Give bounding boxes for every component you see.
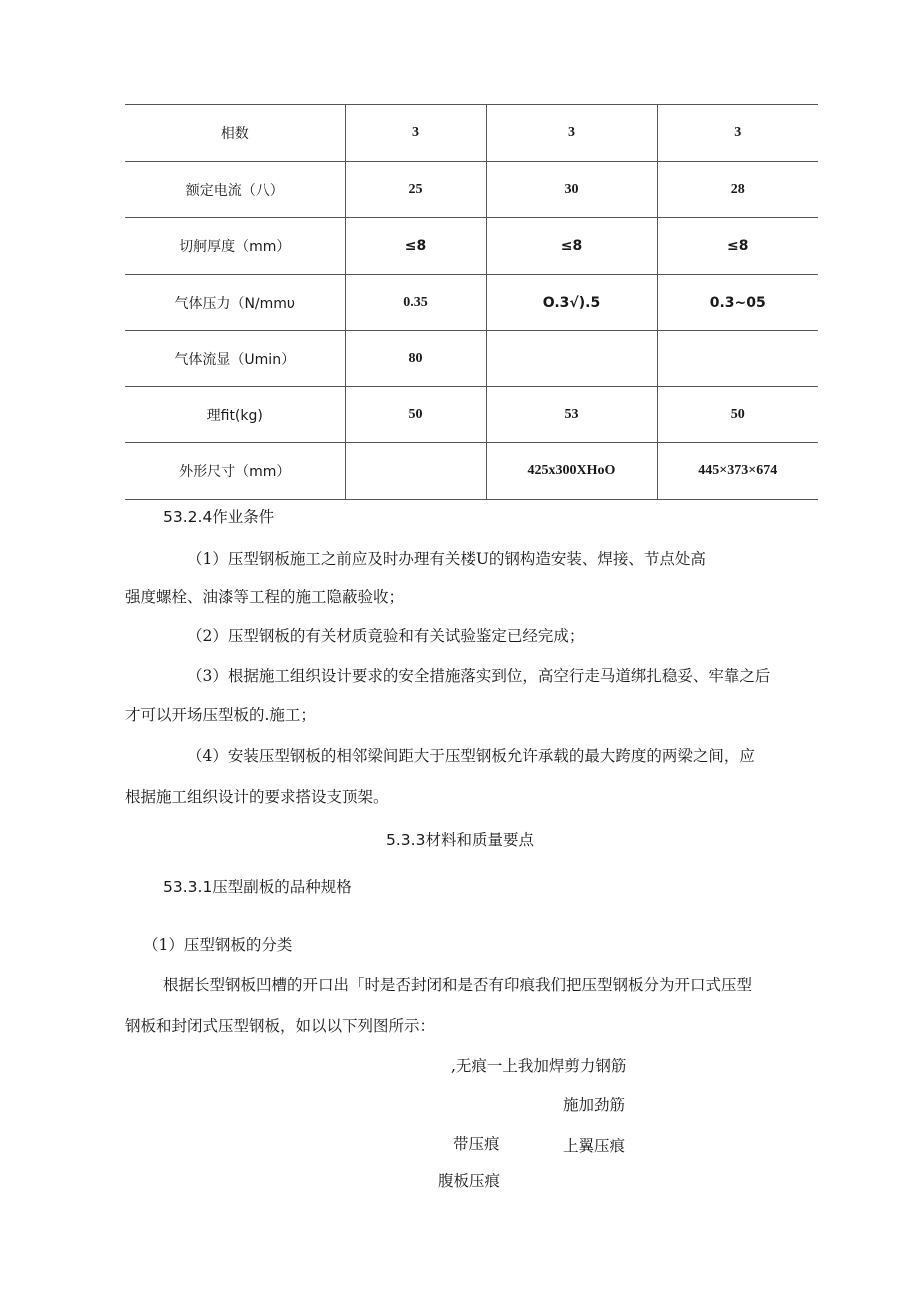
spec-table	[125, 104, 818, 500]
diagram-label-web-indent: 腹板压痕	[438, 1172, 501, 1190]
table-cell-value: 3	[486, 105, 657, 162]
diagram-label-top-flange-indent: 上翼压痕	[563, 1137, 626, 1155]
table-row	[125, 387, 818, 443]
diagram-label-stiffener: 施加劲筋	[563, 1096, 626, 1114]
table-cell-value: 0.35	[345, 275, 486, 331]
table-cell-value: 425x300XHoO	[486, 443, 657, 500]
table-cell-value: 445×373×674	[657, 443, 818, 500]
table-cell-label: 相数	[125, 105, 345, 162]
table-cell-value: ≤8	[345, 218, 486, 275]
classification-line-1: 根据长型钢板凹槽的开口出「时是否封闭和是否有印痕我们把压型钢板分为开口式压型	[163, 976, 753, 994]
table-row	[125, 105, 818, 162]
table-cell-label: 气体流显（Umin）	[125, 331, 345, 387]
table-cell-value: 80	[345, 331, 486, 387]
table-cell-value: 28	[657, 162, 818, 218]
table-row	[125, 218, 818, 275]
diagram-label-with-indent: 带压痕	[453, 1135, 500, 1153]
table-cell-label: 气体压力（N∕mmυ	[125, 275, 345, 331]
section-heading-533: 5.3.3材料和质量要点	[386, 831, 534, 849]
table-cell-value: ≤8	[486, 218, 657, 275]
condition-item-3-line-1: （3）根据施工组织设计要求的安全措施落实到位，高空行走马道绑扎稳妥、牢靠之后	[187, 667, 771, 685]
table-row	[125, 162, 818, 218]
table-row	[125, 443, 818, 500]
table-cell-label: 理fit(kg)	[125, 387, 345, 443]
table-row	[125, 331, 818, 387]
table-cell-label: 切舸厚度（mm）	[125, 218, 345, 275]
condition-item-3-line-2: 才可以开场压型板的.施工；	[125, 706, 316, 724]
table-cell-value: 53	[486, 387, 657, 443]
diagram-label-shear-rebar: ,无痕一上我加焊剪力钢筋	[451, 1057, 627, 1075]
table-cell-value: ≤8	[657, 218, 818, 275]
table-cell-value: 30	[486, 162, 657, 218]
table-cell-value	[345, 443, 486, 500]
section-heading-5331: 53.3.1压型副板的品种规格	[163, 878, 352, 896]
condition-item-4-line-1: （4）安装压型钢板的相邻梁间距大于压型钢板允许承载的最大跨度的两梁之间，应	[187, 747, 755, 765]
classification-heading: （1）压型钢板的分类	[143, 936, 293, 954]
condition-item-4-line-2: 根据施工组织设计的要求搭设支顶架。	[125, 788, 389, 806]
table-cell-value: 25	[345, 162, 486, 218]
spec-table-body	[125, 105, 818, 500]
table-cell-value: 50	[657, 387, 818, 443]
table-cell-value: 50	[345, 387, 486, 443]
table-cell-label: 外形尺寸（mm）	[125, 443, 345, 500]
table-cell-value: 0.3~05	[657, 275, 818, 331]
table-cell-value: O.3√).5	[486, 275, 657, 331]
table-cell-value	[486, 331, 657, 387]
table-row	[125, 275, 818, 331]
condition-item-1-line-2: 强度螺栓、油漆等工程的施工隐蔽验收；	[125, 588, 405, 606]
condition-item-1-line-1: （1）压型钢板施工之前应及时办理有关楼U的钢构造安装、焊接、节点处高	[187, 550, 706, 568]
section-heading-5324: 53.2.4作业条件	[163, 508, 275, 526]
condition-item-2: （2）压型钢板的有关材质竟验和有关试验鉴定已经完成；	[187, 627, 585, 645]
table-cell-label: 额定电流（八）	[125, 162, 345, 218]
table-cell-value	[657, 331, 818, 387]
table-cell-value: 3	[345, 105, 486, 162]
table-cell-value: 3	[657, 105, 818, 162]
classification-line-2: 钢板和封闭式压型钢板，如以以下列图所示：	[125, 1017, 436, 1035]
